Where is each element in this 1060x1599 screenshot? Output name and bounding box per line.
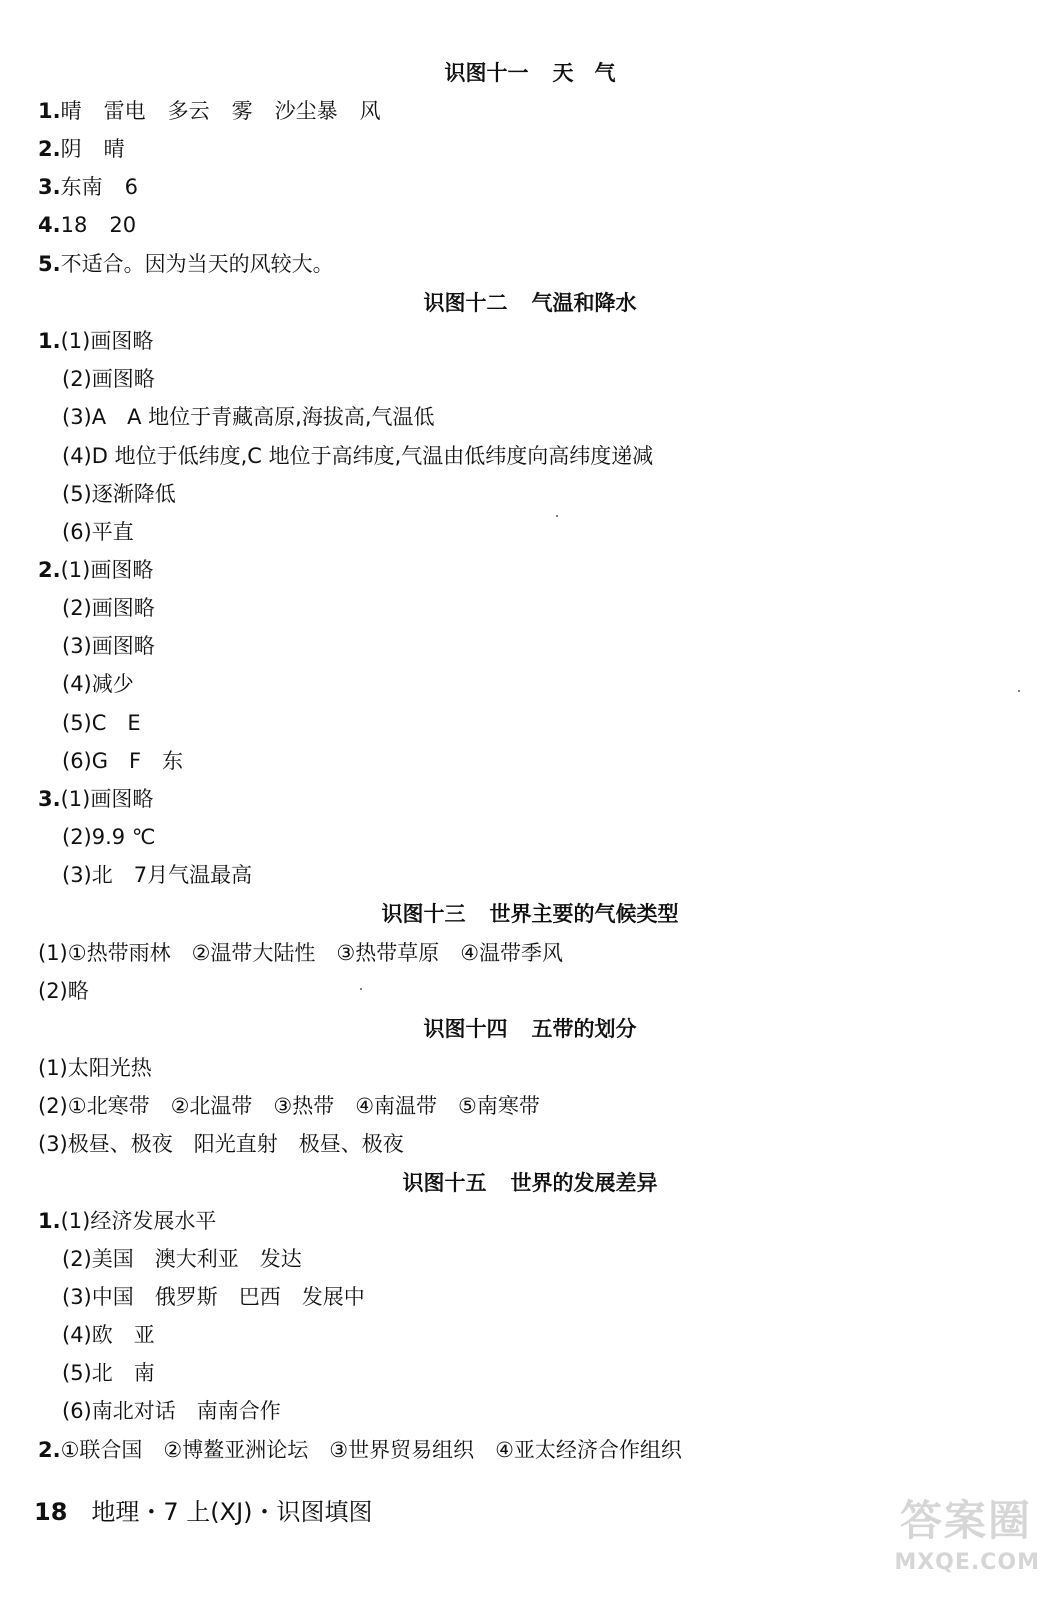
answer-line: (3)北 7月气温最高 <box>62 863 253 887</box>
answer-line: (3)极昼、极夜 阳光直射 极昼、极夜 <box>38 1132 404 1156</box>
section-number: 识图十五 <box>402 1171 487 1195</box>
answer-line: 1.晴 雷电 多云 雾 沙尘暴 风 <box>38 99 381 123</box>
answer-line: (5)C E <box>62 711 141 735</box>
answer-line: 2.阴 晴 <box>38 137 125 161</box>
print-speck <box>360 988 362 990</box>
answer-line: (6)南北对话 南南合作 <box>62 1399 281 1423</box>
answer-line: (2)美国 澳大利亚 发达 <box>62 1247 302 1271</box>
section-title: 气温和降水 <box>531 291 637 315</box>
answer-line: 4.18 20 <box>38 213 137 237</box>
book-title: 地理・7 上(XJ)・识图填图 <box>91 1498 373 1526</box>
watermark-logo <box>850 1488 1040 1588</box>
answer-line: 5.不适合。因为当天的风较大。 <box>38 252 334 276</box>
answer-line: (4)D 地位于低纬度,C 地位于高纬度,气温由低纬度向高纬度递减 <box>62 444 654 468</box>
answer-line: (2)略 <box>38 979 89 1003</box>
answer-line: (3)画图略 <box>62 634 155 658</box>
print-speck <box>556 515 558 517</box>
section-heading-11 <box>0 58 1060 88</box>
answer-line: (3)中国 俄罗斯 巴西 发展中 <box>62 1285 365 1309</box>
answer-line: (6)G F 东 <box>62 749 184 773</box>
section-heading-13 <box>0 899 1060 929</box>
answer-line: (5)逐渐降低 <box>62 482 176 506</box>
answer-line: (4)减少 <box>62 672 134 696</box>
answer-line: 1.(1)经济发展水平 <box>38 1209 217 1233</box>
answer-line: 3.(1)画图略 <box>38 787 154 811</box>
answer-line: (2)9.9 ℃ <box>62 825 156 849</box>
answer-line: (2)画图略 <box>62 596 155 620</box>
answer-line: (2)①北寒带 ②北温带 ③热带 ④南温带 ⑤南寒带 <box>38 1094 540 1118</box>
watermark-url: MXQE.COM <box>894 1550 1040 1575</box>
section-title: 五带的划分 <box>531 1017 637 1041</box>
section-number: 识图十三 <box>381 902 466 926</box>
answer-line: 2.①联合国 ②博鳌亚洲论坛 ③世界贸易组织 ④亚太经济合作组织 <box>38 1438 682 1462</box>
answer-line: 1.(1)画图略 <box>38 329 154 353</box>
section-heading-12 <box>0 288 1060 318</box>
section-heading-14 <box>0 1014 1060 1044</box>
section-number: 识图十二 <box>423 291 508 315</box>
answer-line: (1)太阳光热 <box>38 1056 152 1080</box>
answer-line: (6)平直 <box>62 520 134 544</box>
answer-line: (2)画图略 <box>62 367 155 391</box>
answer-line: 3.东南 6 <box>38 175 138 199</box>
answer-line: (1)①热带雨林 ②温带大陆性 ③热带草原 ④温带季风 <box>38 941 564 965</box>
section-number: 识图十四 <box>423 1017 508 1041</box>
section-number: 识图十一 <box>444 61 529 85</box>
section-heading-15 <box>0 1168 1060 1198</box>
answer-line: (4)欧 亚 <box>62 1323 155 1347</box>
page-footer <box>34 1495 373 1529</box>
answer-line: 2.(1)画图略 <box>38 558 154 582</box>
print-speck <box>1018 690 1020 692</box>
page-number: 18 <box>34 1498 68 1526</box>
answer-line: (5)北 南 <box>62 1361 155 1385</box>
answer-line: (3)A A 地位于青藏高原,海拔高,气温低 <box>62 405 435 429</box>
section-title: 世界的发展差异 <box>510 1171 658 1195</box>
section-title: 天 气 <box>552 61 616 85</box>
section-title: 世界主要的气候类型 <box>489 902 679 926</box>
watermark-text: 答案圈 <box>899 1496 1032 1545</box>
